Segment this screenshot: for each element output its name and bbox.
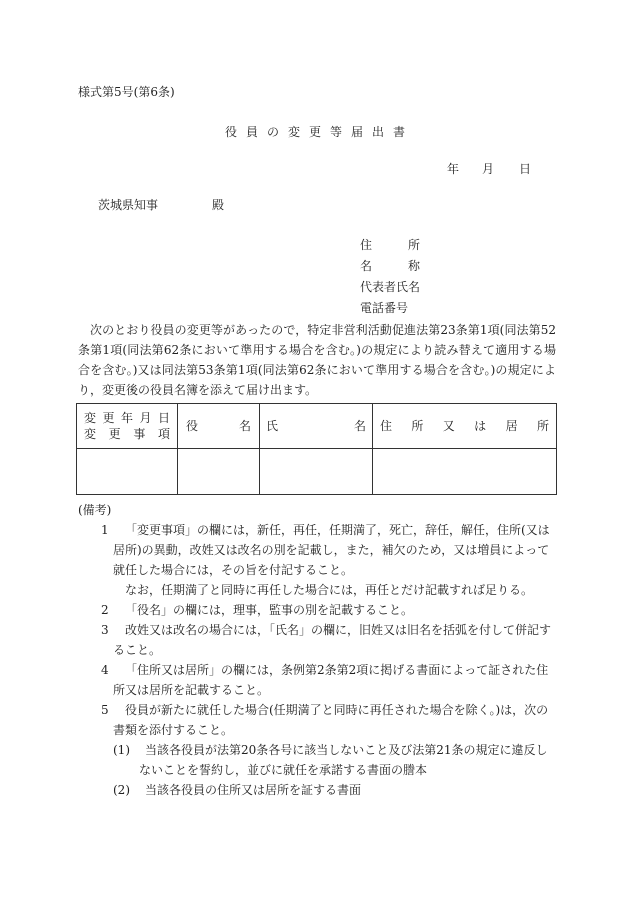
note-item: 4 「住所又は居所」の欄には，条例第2条第2項に掲げる書面によって証された住所又は居所を記載すること。 [101, 663, 549, 697]
representative-name-label: 代表者氏名 [360, 280, 421, 294]
cell-role[interactable] [178, 449, 260, 495]
form-number: 様式第5号(第6条) [78, 85, 175, 99]
phone-number-label: 電話番号 [360, 301, 409, 315]
header-name: 氏 名 [260, 404, 373, 449]
table-header-row [77, 404, 557, 449]
addressee-honorific: 殿 [212, 198, 225, 212]
date-month: 月 [482, 162, 495, 176]
note-item: 2 「役名」の欄には，理事，監事の別を記載すること。 [101, 603, 414, 617]
officer-roster-table [76, 403, 557, 495]
cell-name[interactable] [260, 449, 373, 495]
header-change-date-item [77, 404, 178, 449]
note-item: 3 改姓又は改名の場合には，「氏名」の欄に，旧姓又は旧名を括弧を付して併記すること。 [101, 623, 552, 657]
applicant-name-label: 名 称 [360, 259, 421, 273]
notes-heading: (備考) [78, 503, 112, 517]
notes-section [78, 500, 556, 800]
cell-address[interactable] [373, 449, 557, 495]
addressee [98, 197, 224, 213]
applicant-address-label: 住 所 [360, 238, 421, 252]
header-change-date: 変 更 年 月 日 [84, 411, 170, 425]
date-line [447, 161, 531, 177]
cell-change-date[interactable] [77, 449, 178, 495]
table-row [77, 449, 557, 495]
note-subitem: (2) 当該各役員の住所又は居所を証する書面 [113, 783, 362, 797]
date-year: 年 [447, 162, 460, 176]
note-item: なお，任期満了と同時に再任した場合には，再任とだけ記載すれば足りる。 [125, 583, 534, 597]
header-address: 住 所 又 は 居 所 [373, 404, 557, 449]
note-subitem: (1) 当該各役員が法第20条各号に該当しないこと及び法第21条の規定に違反しないことを誓約し，並びに就任を承諾する書面の謄本 [113, 743, 548, 777]
applicant-fields [360, 237, 420, 321]
date-day: 日 [519, 162, 532, 176]
header-role: 役 名 [178, 404, 260, 449]
note-item: 5 役員が新たに就任した場合(任期満了と同時に再任された場合を除く。)は，次の書類を添付すること。 [101, 703, 549, 737]
header-change-item: 変 更 事 項 [84, 427, 170, 441]
body-text: 次のとおり役員の変更等があったので，特定非営利活動促進法第23条第1項(同法第52条第1項(同法第62条において準用する場合を含む。)の規定により読み替えて適用する場合を含む。)又は同法第53条第1項(同法第62条において準用する場合を含む。)の規定により，変更後の役員名簿を添えて届け出ます。 [78, 323, 556, 397]
note-item: 1 「変更事項」の欄には，新任，再任，任期満了，死亡，辞任，解任，住所(又は居所)の異動，改姓又は改名の別を記載し，また，補欠のため，又は増員によって就任した場合には，その旨を付記すること。 [101, 523, 550, 577]
document-title: 役員の変更等届出書 [224, 125, 414, 139]
addressee-name: 茨城県知事 [98, 198, 159, 212]
